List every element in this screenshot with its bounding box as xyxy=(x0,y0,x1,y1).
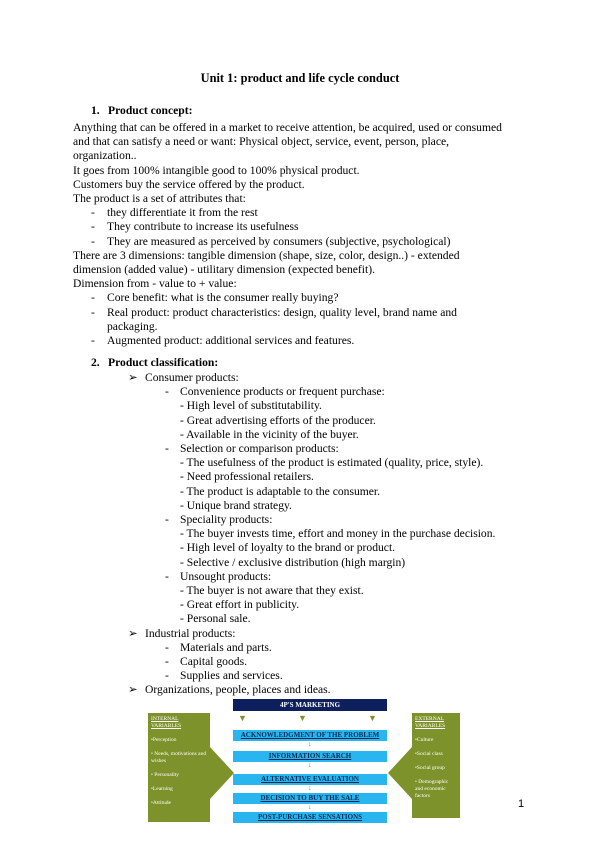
right-arrow-shape xyxy=(210,747,234,799)
bullet-dash: - xyxy=(91,334,95,347)
list-item: Selection or comparison products: xyxy=(180,442,339,455)
page-number: 1 xyxy=(518,798,525,810)
sub-item: - Selective / exclusive distribution (high margin) xyxy=(180,555,406,569)
list-item: Real product: product characteristics: design, quality level, brand name and xyxy=(107,305,457,319)
list-item: Augmented product: additional services and features. xyxy=(107,334,355,347)
external-variables-title: EXTERNAL VARIABLES xyxy=(415,716,446,729)
bullet-dash: - xyxy=(91,291,95,305)
bullet-dash: - xyxy=(91,234,95,248)
text-line: The product is a set of attributes that: xyxy=(73,192,246,205)
process-step: INFORMATION SEARCH xyxy=(233,751,387,762)
arrow-bullet-icon: ➢ xyxy=(128,371,138,384)
small-arrow-icon: ↓ xyxy=(308,803,312,811)
process-step: POST-PURCHASE SENSATIONS xyxy=(233,812,387,823)
arrow-bullet-icon: ➢ xyxy=(128,626,138,640)
variable-item: •Social class xyxy=(415,751,443,757)
list-item: Speciality products: xyxy=(180,513,273,526)
list-item: Core benefit: what is the consumer really buying? xyxy=(107,291,339,305)
small-arrow-icon: ↓ xyxy=(308,740,312,748)
list-item: Consumer products: xyxy=(145,371,239,384)
page-title: Unit 1: product and life cycle conduct xyxy=(200,71,400,85)
sub-item: - Great effort in publicity. xyxy=(180,598,300,612)
list-item: Unsought products: xyxy=(180,569,272,583)
list-item: packaging. xyxy=(107,319,158,333)
sub-item: - Available in the vicinity of the buyer. xyxy=(180,427,359,441)
sub-item: - Need professional retailers. xyxy=(180,470,314,484)
bullet-dash: - xyxy=(91,305,95,319)
bullet-dash: - xyxy=(165,669,169,683)
small-arrow-icon: ↓ xyxy=(308,761,312,769)
bullet-dash: - xyxy=(165,385,169,399)
list-item: Supplies and services. xyxy=(180,669,283,683)
sub-item: - The product is adaptable to the consumer. xyxy=(180,484,381,498)
arrow-bullet-icon: ➢ xyxy=(128,683,138,697)
process-step: ALTERNATIVE EVALUATION xyxy=(233,774,387,785)
list-item: they differentiate it from the rest xyxy=(107,206,258,220)
list-item: Materials and parts. xyxy=(180,640,272,654)
text-line: dimension (added value) - utilitary dimension (expected benefit). xyxy=(73,263,375,276)
variable-item: • Personality xyxy=(151,772,180,778)
text-line: There are 3 dimensions: tangible dimension (shape, size, color, design..) - extended xyxy=(73,248,460,262)
section-heading: Product concept: xyxy=(108,104,193,117)
text-line: organization.. xyxy=(73,149,137,163)
list-item: They contribute to increase its usefulness xyxy=(107,220,299,234)
sub-item: - Personal sale. xyxy=(180,612,251,626)
bullet-dash: - xyxy=(165,655,169,668)
bullet-dash: - xyxy=(91,220,95,234)
variable-item: •Social group xyxy=(415,765,445,771)
bullet-dash: - xyxy=(91,206,95,220)
diagram-header: 4P'S MARKETING xyxy=(233,699,387,711)
sub-item: - High level of substitutability. xyxy=(180,399,322,413)
process-step: ACKNOWLEDGMENT OF THE PROBLEM xyxy=(233,730,387,741)
list-item: Organizations, people, places and ideas. xyxy=(145,683,331,697)
internal-variables-title: INTERNAL VARIABLES xyxy=(151,716,182,729)
left-arrow-shape xyxy=(388,747,412,799)
text-line: Dimension from - value to + value: xyxy=(73,277,237,291)
text-line: Customers buy the service offered by the product. xyxy=(73,177,305,191)
internal-variables-box xyxy=(148,713,210,822)
external-variables-box xyxy=(412,713,460,818)
text-line: It goes from 100% intangible good to 100% physical product. xyxy=(73,163,360,177)
list-item: They are measured as perceived by consumers (subjective, psychological) xyxy=(107,234,451,248)
sub-item: - Unique brand strategy. xyxy=(180,498,292,512)
process-step: DECISION TO BUY THE SALE xyxy=(233,793,387,804)
heading-number: 2. xyxy=(91,356,100,369)
down-arrow-icon: ▼ xyxy=(298,713,307,723)
variable-item: •Attitude xyxy=(151,800,171,806)
bullet-dash: - xyxy=(165,442,169,455)
bullet-dash: - xyxy=(165,513,169,526)
section-heading: Product classification: xyxy=(108,356,219,369)
bullet-dash: - xyxy=(165,569,169,583)
bullet-dash: - xyxy=(165,640,169,654)
down-arrow-icon: ▼ xyxy=(238,713,247,723)
list-item: Capital goods. xyxy=(180,655,247,668)
sub-item: - The buyer is not aware that they exist. xyxy=(180,584,364,597)
sub-item: - The usefulness of the product is estimated (quality, price, style). xyxy=(180,456,484,470)
list-item: Convenience products or frequent purchase: xyxy=(180,385,385,399)
text-line: and that can satisfy a need or want: Physical object, service, event, person, place, xyxy=(73,135,450,149)
text-line: Anything that can be offered in a market to receive attention, be acquired, used or consumed xyxy=(73,121,502,134)
purchase-process-diagram xyxy=(140,697,470,822)
small-arrow-icon: ↓ xyxy=(308,784,312,792)
sub-item: - High level of loyalty to the brand or product. xyxy=(180,541,396,555)
variable-item: • Demographic and economic factors xyxy=(415,779,449,799)
list-item: Industrial products: xyxy=(145,626,236,640)
variable-item: •Culture xyxy=(415,737,434,743)
variable-item: •Learning xyxy=(151,786,173,792)
heading-number: 1. xyxy=(91,104,100,117)
sub-item: - Great advertising efforts of the producer. xyxy=(180,413,376,427)
down-arrow-icon: ▼ xyxy=(368,713,377,723)
variable-item: • Needs, motivations and wishes xyxy=(151,751,207,764)
sub-item: - The buyer invests time, effort and money in the purchase decision. xyxy=(180,527,496,541)
variable-item: •Perception xyxy=(151,737,177,743)
